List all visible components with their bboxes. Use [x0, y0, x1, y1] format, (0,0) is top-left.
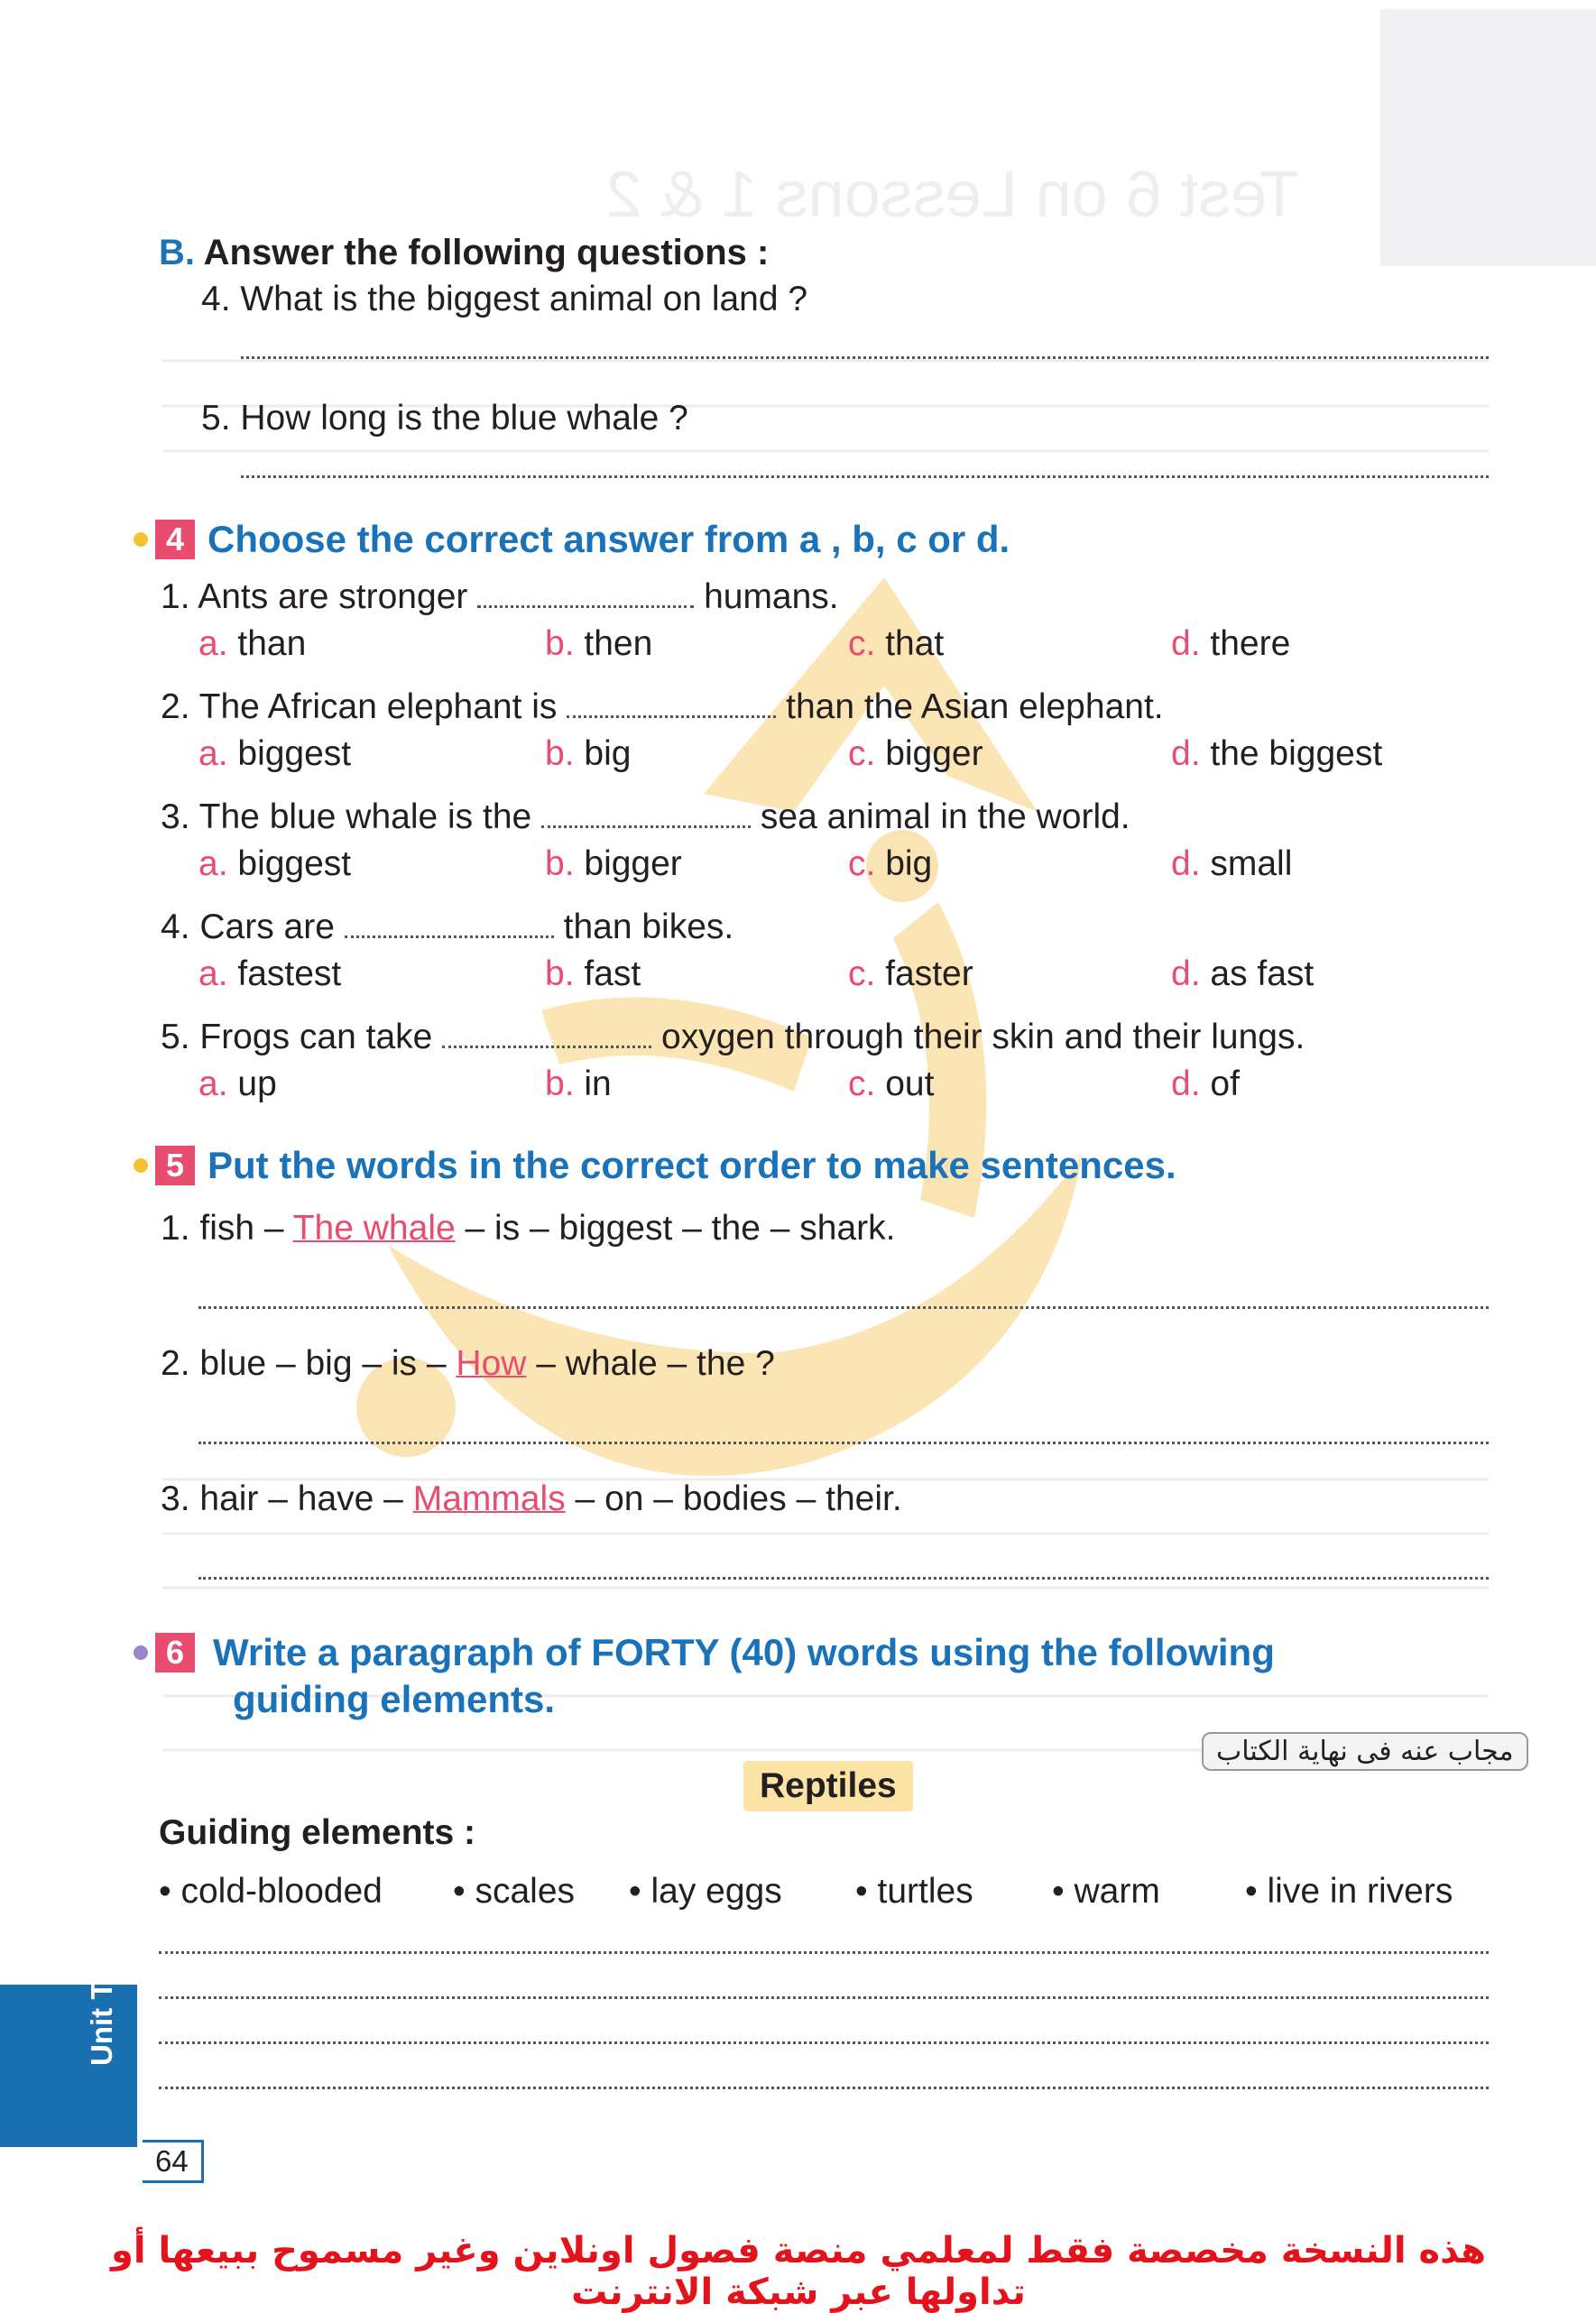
option-c[interactable] [848, 844, 932, 884]
guiding-elements-label: Guiding elements : [159, 1813, 476, 1852]
option-letter: b. [545, 844, 575, 883]
mcq-item-5 [161, 1018, 1305, 1057]
section-b-title: Answer the following questions : [203, 233, 770, 272]
option-letter: a. [198, 954, 228, 993]
option-letter: c. [848, 624, 876, 663]
option-letter: a. [198, 624, 228, 663]
option-letter: a. [198, 734, 228, 773]
option-letter: b. [545, 1064, 575, 1103]
guiding-element: • turtles [855, 1872, 973, 1911]
option-c[interactable] [848, 1064, 934, 1104]
option-text: bigger [885, 734, 983, 773]
option-text: fastest [237, 954, 342, 993]
question-5 [201, 399, 688, 438]
section-b-heading [159, 233, 769, 273]
item-text-after: than the Asian elephant. [786, 687, 1164, 726]
item-number: 3. [161, 1479, 190, 1518]
item-text-before: Frogs can take [199, 1018, 433, 1056]
option-d[interactable] [1171, 954, 1314, 994]
option-d[interactable] [1171, 624, 1290, 664]
section-4-heading [134, 518, 1010, 561]
option-b[interactable] [545, 734, 631, 774]
option-c[interactable] [848, 624, 944, 664]
paragraph-line[interactable] [159, 1951, 1489, 1954]
option-text: big [885, 844, 933, 883]
section-6-title: Write a paragraph of FORTY (40) words using the following [213, 1631, 1275, 1673]
question-text: What is the biggest animal on land ? [240, 280, 808, 318]
guiding-element: • scales [453, 1872, 576, 1911]
word-sequence: – is – biggest – the – shark. [455, 1209, 896, 1248]
item-text-after: oxygen through their skin and their lungs. [661, 1018, 1305, 1056]
option-b[interactable] [545, 844, 682, 884]
paragraph-line[interactable] [159, 1996, 1489, 1999]
option-a[interactable] [198, 954, 341, 994]
section-number-badge: 4 [155, 520, 195, 559]
option-d[interactable] [1171, 1064, 1240, 1104]
option-text: small [1210, 844, 1293, 883]
option-text: there [1210, 624, 1291, 663]
option-letter: c. [848, 1064, 876, 1103]
question-4 [201, 280, 807, 319]
item-text-after: sea animal in the world. [760, 797, 1130, 836]
section-5-heading [134, 1144, 1176, 1187]
guiding-element: • lay eggs [629, 1872, 782, 1911]
option-b[interactable] [545, 954, 641, 994]
reorder-item-3 [161, 1479, 902, 1519]
paragraph-line[interactable] [159, 2041, 1489, 2044]
item-text-after: humans. [704, 577, 839, 616]
section-6-title-line2: guiding elements. [233, 1678, 556, 1720]
item-text-before: Cars are [199, 908, 335, 946]
answer-blank[interactable] [442, 1046, 651, 1048]
item-text-before: The African elephant is [198, 687, 558, 726]
option-a[interactable] [198, 844, 351, 884]
bullet-dot [134, 1158, 148, 1173]
option-text: out [885, 1064, 935, 1103]
section-number-badge: 5 [155, 1146, 195, 1185]
answer-blank[interactable] [541, 825, 751, 828]
option-text: biggest [237, 844, 352, 883]
option-text: then [584, 624, 653, 663]
answered-at-end-tag: مجاب عنه فى نهاية الكتاب [1202, 1732, 1528, 1771]
mcq-item-2 [161, 687, 1164, 727]
item-number: 5. [161, 1018, 190, 1056]
question-number: 4. [201, 280, 231, 318]
item-number: 1. [161, 1209, 190, 1248]
option-text: bigger [584, 844, 682, 883]
section-6-heading [134, 1631, 1275, 1721]
option-text: of [1210, 1064, 1240, 1103]
section-6-title-row [134, 1631, 1275, 1674]
answer-line[interactable] [198, 1577, 1489, 1580]
option-text: that [885, 624, 945, 663]
word-sequence: – on – bodies – their. [565, 1479, 902, 1518]
footer-notice: هذه النسخة مخصصة فقط لمعلمي منصة فصول اونلاين وغير مسموح ببيعها أو تداولها عبر شبكة الانترنت [111, 2230, 1486, 2313]
answer-line[interactable] [198, 1306, 1489, 1309]
item-number: 1. [161, 577, 190, 616]
item-number: 2. [161, 1344, 190, 1383]
mcq-item-1 [161, 577, 839, 617]
topic-label: Reptiles [743, 1761, 913, 1811]
answer-line[interactable] [198, 1442, 1489, 1444]
bullet-dot [134, 532, 148, 547]
option-letter: d. [1171, 954, 1201, 993]
item-number: 3. [161, 797, 190, 836]
option-text: the biggest [1210, 734, 1383, 773]
item-number: 2. [161, 687, 190, 726]
item-text-before: The blue whale is the [198, 797, 532, 836]
option-a[interactable] [198, 734, 351, 774]
answer-blank[interactable] [345, 935, 554, 938]
highlighted-start-word: Mammals [412, 1479, 566, 1518]
option-text: faster [885, 954, 973, 993]
option-letter: d. [1171, 1064, 1201, 1103]
section-5-title: Put the words in the correct order to make sentences. [208, 1144, 1176, 1186]
item-number: 4. [161, 908, 190, 946]
word-sequence: hair – have – [199, 1479, 413, 1518]
option-letter: c. [848, 844, 876, 883]
option-c[interactable] [848, 954, 973, 994]
option-d[interactable] [1171, 734, 1382, 774]
option-d[interactable] [1171, 844, 1292, 884]
section-b-letter: B. [159, 233, 195, 272]
option-letter: c. [848, 954, 876, 993]
option-text: biggest [237, 734, 352, 773]
option-letter: a. [198, 844, 228, 883]
answer-line[interactable] [241, 356, 1489, 359]
item-text-after: than bikes. [563, 908, 734, 946]
page-number: 64 [143, 2140, 204, 2183]
option-letter: a. [198, 1064, 228, 1103]
option-text: up [237, 1064, 277, 1103]
question-text: How long is the blue whale ? [240, 399, 688, 438]
option-a[interactable] [198, 1064, 277, 1104]
mcq-item-3 [161, 797, 1130, 837]
option-b[interactable] [545, 624, 652, 664]
highlighted-start-word: How [456, 1344, 527, 1383]
option-letter: d. [1171, 734, 1201, 773]
option-letter: d. [1171, 624, 1201, 663]
bullet-dot [134, 1645, 148, 1660]
option-text: as fast [1210, 954, 1315, 993]
guiding-element: • cold-blooded [159, 1872, 383, 1911]
mcq-item-4 [161, 908, 733, 947]
option-letter: b. [545, 734, 575, 773]
reorder-item-2 [161, 1344, 775, 1384]
option-text: in [584, 1064, 612, 1103]
option-letter: d. [1171, 844, 1201, 883]
option-b[interactable] [545, 1064, 612, 1104]
answer-blank[interactable] [567, 715, 776, 718]
option-letter: c. [848, 734, 876, 773]
item-text-before: Ants are stronger [198, 577, 468, 616]
word-sequence: blue – big – is – [199, 1344, 457, 1383]
section-4-title: Choose the correct answer from a , b, c or d. [208, 518, 1010, 560]
answer-blank[interactable] [477, 605, 694, 608]
option-letter: b. [545, 954, 575, 993]
option-c[interactable] [848, 734, 983, 774]
guiding-element: • warm [1052, 1872, 1160, 1911]
option-letter: b. [545, 624, 575, 663]
option-a[interactable] [198, 624, 306, 664]
option-text: fast [584, 954, 641, 993]
guiding-element: • live in rivers [1245, 1872, 1453, 1911]
highlighted-start-word: The whale [292, 1209, 456, 1248]
unit-side-tab-label: Unit Two [85, 1942, 118, 2066]
option-text: than [237, 624, 307, 663]
word-sequence: fish – [199, 1209, 293, 1248]
answer-line[interactable] [241, 475, 1489, 478]
section-number-badge: 6 [155, 1633, 195, 1673]
paragraph-line[interactable] [159, 2087, 1489, 2089]
option-text: big [584, 734, 632, 773]
word-sequence: – whale – the ? [526, 1344, 775, 1383]
question-number: 5. [201, 399, 231, 438]
reorder-item-1 [161, 1209, 895, 1249]
svg-text:Test 6 on Lessons 1 & 2: Test 6 on Lessons 1 & 2 [605, 159, 1299, 231]
